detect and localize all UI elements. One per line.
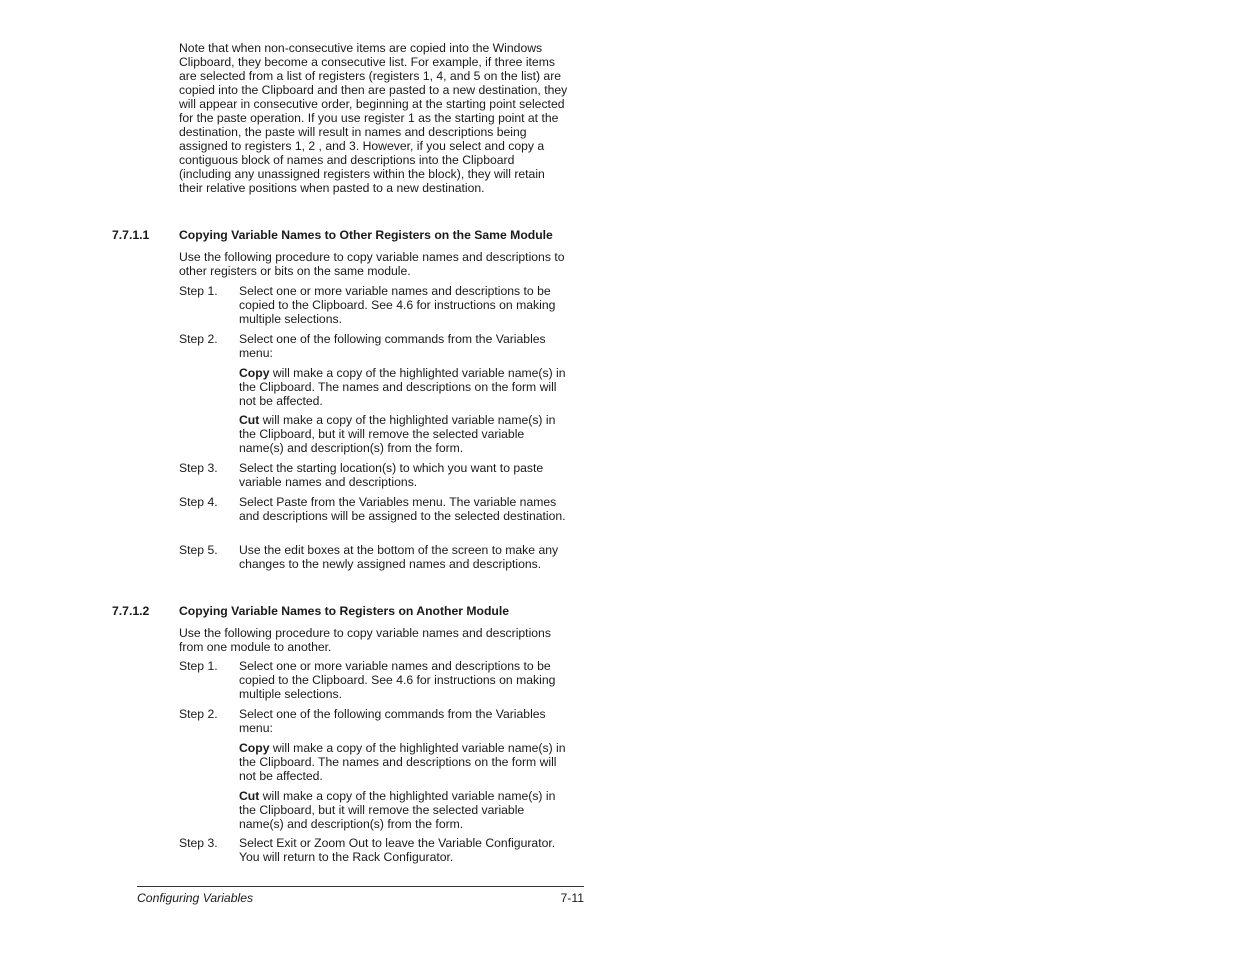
copy-text: will make a copy of the highlighted variable name(s) in the Clipboard. The names and descriptions on the form will not be affected.	[239, 741, 566, 783]
step-label: Step 2.	[179, 332, 218, 346]
section-lead-paragraph: Use the following procedure to copy variable names and descriptions to other registers or bits on the same module.	[179, 250, 565, 278]
section-number: 7.7.1.1	[112, 228, 150, 242]
step-label: Step 3.	[179, 836, 218, 850]
footer-rule	[137, 886, 584, 887]
copy-term: Copy	[239, 741, 270, 755]
cut-text: will make a copy of the highlighted variable name(s) in the Clipboard, but it will remove the selected variable name(s) and description(s) from the form.	[239, 413, 556, 455]
section-title: Copying Variable Names to Other Registers on the Same Module	[179, 228, 553, 242]
cut-command-description	[239, 413, 569, 455]
cut-term: Cut	[239, 413, 260, 427]
step-text: Select one or more variable names and descriptions to be copied to the Clipboard. See 4.6 for instructions on making multiple selections.	[239, 659, 556, 701]
step-text: Select one or more variable names and descriptions to be copied to the Clipboard. See 4.6 for instructions on making multiple selections.	[239, 284, 556, 326]
copy-text: will make a copy of the highlighted variable name(s) in the Clipboard. The names and descriptions on the form will not be affected.	[239, 366, 566, 408]
copy-command-description	[239, 741, 569, 783]
step-label: Step 1.	[179, 284, 218, 298]
step-text: Use the edit boxes at the bottom of the screen to make any changes to the newly assigned names and descriptions.	[239, 543, 559, 571]
copy-command-description	[239, 366, 569, 408]
step-label: Step 3.	[179, 461, 218, 475]
step-text: Select the starting location(s) to which you want to paste variable names and descriptions.	[239, 461, 544, 489]
section-title: Copying Variable Names to Registers on Another Module	[179, 604, 510, 618]
step-label: Step 2.	[179, 707, 218, 721]
step-text: Select one of the following commands from the Variables menu:	[239, 707, 546, 735]
cut-text: will make a copy of the highlighted variable name(s) in the Clipboard, but it will remove the selected variable name(s) and description(s) from the form.	[239, 789, 556, 831]
copy-term: Copy	[239, 366, 270, 380]
step-label: Step 5.	[179, 543, 218, 557]
cut-term: Cut	[239, 789, 260, 803]
section-lead-paragraph: Use the following procedure to copy variable names and descriptions from one module to another.	[179, 626, 551, 654]
step-text: Select Exit or Zoom Out to leave the Variable Configurator. You will return to the Rack Configurator.	[239, 836, 556, 864]
step-label: Step 1.	[179, 659, 218, 673]
section-number: 7.7.1.2	[112, 604, 150, 618]
intro-paragraph: Note that when non-consecutive items are copied into the Windows Clipboard, they become a consecutive list. For example, if three items are selected from a list of registers (registers 1, 4, and 5 on the list) are copied into the Clipboard and then are pasted to a new destination, they will appear in consecutive order, beginning at the starting point selected for the paste operation. If you use register 1 as the starting point at the destination, the paste will result in names and descriptions being assigned to registers 1, 2 , and 3. However, if you select and copy a contiguous block of names and descriptions into the Clipboard (including any unassigned registers within the block), they will retain their relative positions when pasted to a new destination.	[179, 41, 568, 195]
footer-chapter-title: Configuring Variables	[137, 891, 254, 905]
cut-command-description	[239, 789, 569, 831]
step-label: Step 4.	[179, 495, 218, 509]
footer-page-number: 7-11	[560, 891, 584, 905]
step-text: Select one of the following commands from the Variables menu:	[239, 332, 546, 360]
step-text: Select Paste from the Variables menu. The variable names and descriptions will be assigned to the selected destination.	[239, 495, 566, 523]
